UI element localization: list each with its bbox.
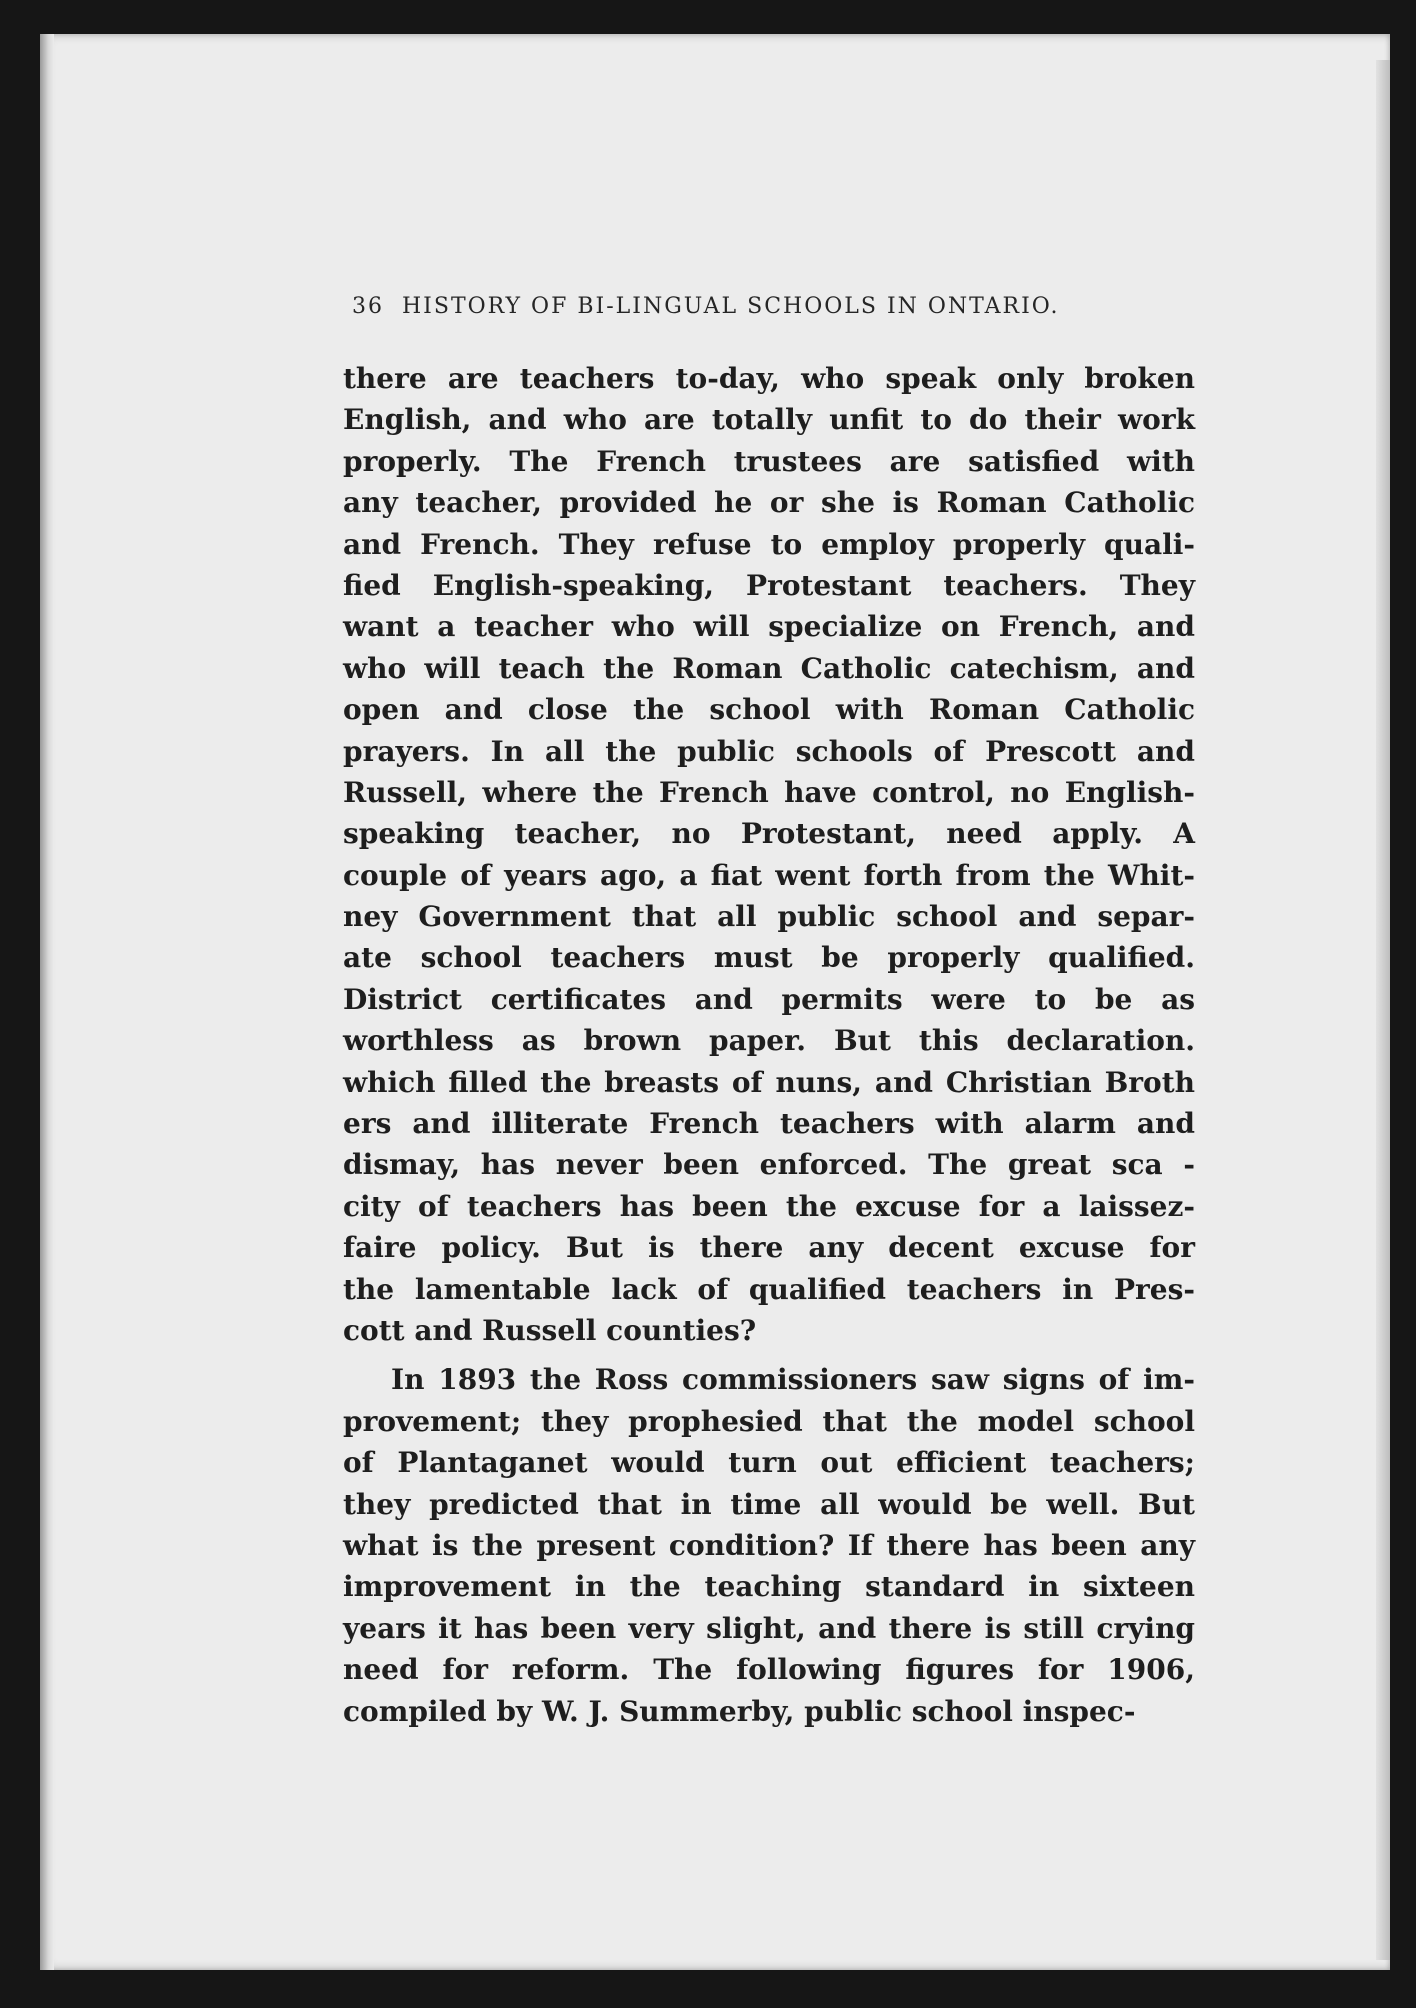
text-line: worthless as brown paper. But this declaration. [343,1024,1195,1058]
text-line: and French. They refuse to employ properly quali- [343,527,1195,561]
text-line: of Plantaganet would turn out efficient teachers; [343,1446,1195,1480]
text-line: ney Government that all public school and separ- [343,900,1195,934]
text-line: couple of years ago, a fiat went forth from the Whit- [343,858,1195,892]
text-line: faire policy. But is there any decent excuse for [343,1231,1195,1265]
paragraph-gap [343,1351,1195,1359]
text-line: compiled by W. J. Summerby, public school inspec- [343,1694,1136,1728]
text-line: cott and Russell counties? [343,1313,757,1347]
text-line: improvement in the teaching standard in sixteen [343,1570,1195,1604]
text-line: who will teach the Roman Catholic catechism, and [343,651,1195,685]
text-line: city of teachers has been the excuse for a laissez- [343,1189,1195,1223]
text-line: Russell, where the French have control, no English- [343,775,1195,809]
body-text [343,358,1195,1738]
text-line: speaking teacher, no Protestant, need apply. A [343,817,1195,851]
paragraph [343,358,1195,1351]
text-line: there are teachers to-day, who speak only broken [343,362,1195,395]
text-line: properly. The French trustees are satisfied with [343,444,1195,478]
text-line: dismay, has never been enforced. The great sca - [343,1148,1195,1182]
paragraph [343,1359,1195,1732]
running-title: HISTORY OF BI-LINGUAL SCHOOLS IN ONTARIO. [402,293,1060,319]
running-head [352,288,1172,324]
page-number: 36 [352,293,384,319]
text-line: fied English-speaking, Protestant teachers. They [343,568,1195,602]
text-line: In 1893 the Ross commissioners saw signs of im- [391,1363,1195,1397]
text-line: ers and illiterate French teachers with alarm and [343,1107,1195,1141]
text-line: District certificates and permits were to be as [343,982,1195,1016]
text-line: which filled the breasts of nuns, and Christian Broth [343,1065,1195,1099]
page-gutter-shadow [40,34,54,1970]
text-line: prayers. In all the public schools of Prescott and [343,734,1195,768]
text-line: they predicted that in time all would be well. But [343,1487,1195,1521]
text-line: English, and who are totally unfit to do their work [343,403,1195,437]
text-line: the lamentable lack of qualified teachers in Pres- [343,1272,1195,1306]
text-line: ate school teachers must be properly qualified. [343,941,1195,975]
text-line: provement; they prophesied that the model school [343,1404,1195,1438]
page-fore-edge [1376,60,1390,1960]
text-line: open and close the school with Roman Catholic [343,693,1195,727]
text-line: want a teacher who will specialize on French, and [343,610,1195,644]
text-line: need for reform. The following figures for 1906, [343,1653,1195,1687]
text-line: years it has been very slight, and there is still crying [343,1611,1195,1645]
text-line: what is the present condition? If there has been any [343,1528,1195,1562]
text-line: any teacher, provided he or she is Roman Catholic [343,486,1195,520]
